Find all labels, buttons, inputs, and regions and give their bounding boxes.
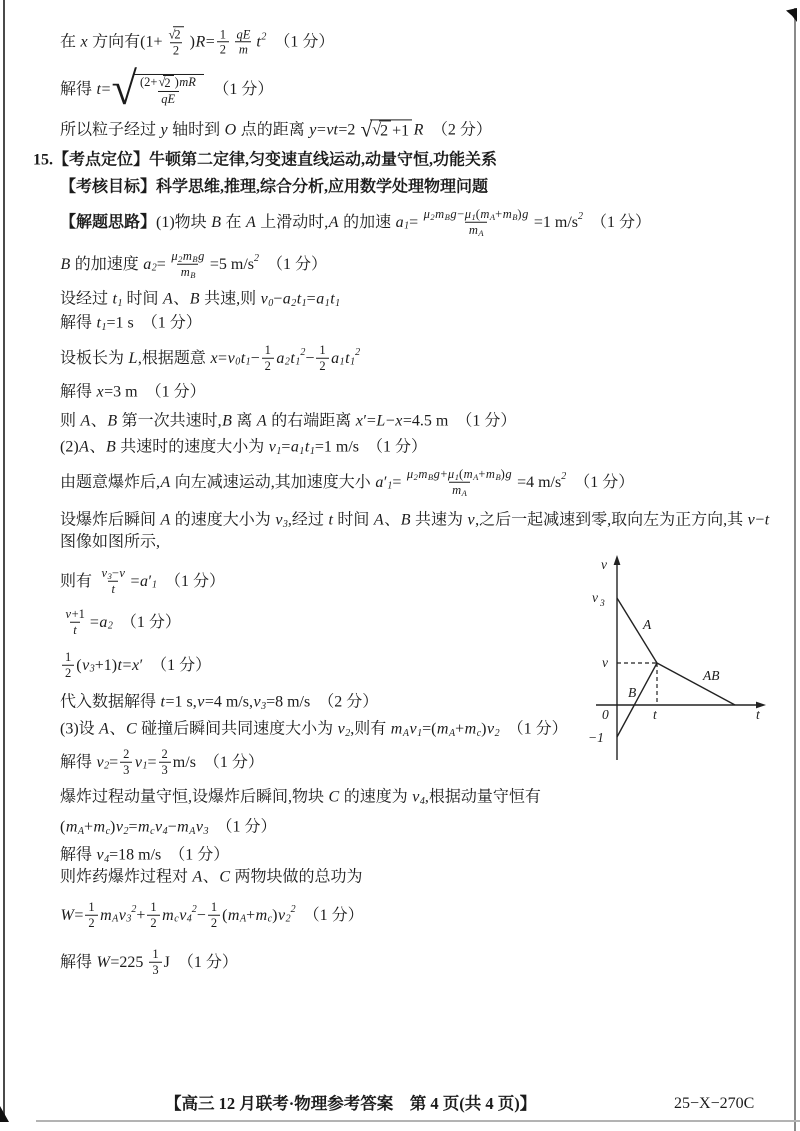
content-line-24: ( m A + m c ) v 2 = m c v 4 − m A v 3 （1 分） (60, 818, 277, 837)
content-line-17: 则有 v 3 − v t = a ′ 1 （1 分） (60, 565, 225, 596)
content-line-16: 图像如图所示, (60, 533, 161, 551)
content-line-8: 设经过 t 1 时间 A 、 B 共速,则 v 0 − a 2 t 1 = a 1 t 1 (60, 290, 341, 309)
content-line-27: W = $\frac{1}{2}$ m A v 3 2 + $\frac{1}{2}$ m c v 4 2 − $\frac{1}{2}$ ( m A + m c ) v 2 2 （1 分） (60, 899, 364, 930)
content-line-28: 解得 W =225 $\frac{1}{3}$ J （1 分） (60, 946, 238, 977)
v3-label: v (592, 590, 598, 605)
content-line-25: 解得 v 4 =18 m/s （1 分） (60, 846, 230, 865)
content-line-15: 设爆炸后瞬间 A 的速度大小为 v 3 ,经过 t 时间 A 、 B 共速为 v ,之后一起减速到零,取向左为正方向,其 v − t (60, 511, 770, 530)
content-line-5: 【考核目标】科学思维,推理,综合分析,应用数学处理物理问题 (60, 178, 489, 196)
v3-subscript: 3 (600, 599, 605, 609)
content-line-10: 设板长为 L ,根据题意 x = v 0 t 1 − $\frac{1}{2}$ a 2 t 1 2 − $\frac{1}{2}$ a 1 t 1 2 (60, 342, 361, 373)
origin-label: 0 (602, 707, 609, 722)
y-axis-label: v (601, 557, 607, 572)
content-line-2: 解得 t = √ (2+ √ 2 ) mR qE （1 分） (60, 63, 274, 115)
vt-graph-figure (568, 551, 800, 766)
content-line-23: 爆炸过程动量守恒,设爆炸后瞬间,物块 C 的速度为 v 4 ,根据动量守恒有 (60, 788, 541, 807)
content-line-19: $\frac{1}{2}$ ( v 3 +1) t = x ′ （1 分） (60, 650, 211, 681)
line-b (617, 663, 657, 737)
page-edge-bottom (36, 1120, 800, 1122)
content-line-20: 代入数据解得 t =1 s, v =4 m/s, v 3 =8 m/s （2 分） (60, 693, 379, 712)
line-b-label: B (628, 685, 637, 700)
content-line-3: 所以粒子经过 y 轴时到 O 点的距离 y = vt =2 √ √ 2 +1 R （2 分） (60, 117, 492, 142)
t-mark-label: t (653, 707, 657, 722)
footer-paper-code: 25−X−270C (674, 1095, 755, 1112)
x-axis-label: t (756, 707, 760, 722)
scan-mark-bottom-left (0, 1106, 9, 1122)
content-line-14: 由题意爆炸后, A 向左减速运动,其加速度大小 a ′ 1 = μ 2 m B g + μ 1 ( m A + m B ) g m A =4 m/s 2 （1 分） (60, 466, 635, 498)
content-line-21: (3)设 A 、 C 碰撞后瞬间共同速度大小为 v 2 ,则有 m A v 1 =( m A + m c ) v 2 （1 分） (60, 720, 568, 739)
content-line-26: 则炸药爆炸过程对 A 、 C 两物块做的总功为 (60, 868, 363, 886)
content-line-11: 解得 x =3 m （1 分） (60, 383, 206, 401)
page-edge-left (3, 0, 5, 1119)
content-line-9: 解得 t 1 =1 s （1 分） (60, 314, 202, 333)
line-a-label: A (643, 617, 652, 632)
content-line-12: 则 A 、 B 第一次共速时, B 离 A 的右端距离 x ′ = L − x =4.5 m （1 分） (60, 412, 517, 430)
content-line-18: v +1 t = a 2 （1 分） (65, 606, 181, 637)
line-ab (657, 663, 735, 705)
v-mark-label: v (602, 655, 608, 670)
content-line-7: B 的加速度 a 2 = μ 2 m B g m B =5 m/s 2 （1 分） (60, 248, 327, 280)
content-line-6: 【解题思路】 (1)物块 B 在 A 上滑动时, A 的加速 a 1 = μ 2 m B g − μ 1 ( m A + m B ) g m A =1 m/s 2 （1 分） (60, 206, 651, 238)
content-line-1: 在 x 方向有(1+ √ 2 2 ) R = $\frac{1}{2}$ $\frac{qE}{m}$ t 2 （1 分） (60, 26, 335, 57)
neg-one-label: −1 (588, 730, 604, 745)
page-edge-right (794, 8, 796, 1131)
line-ab-label: AB (703, 668, 720, 683)
content-line-4: 15.【考点定位】牛顿第二定律,匀变速直线运动,动量守恒,功能关系 (33, 151, 498, 169)
content-line-22: 解得 v 2 = $\frac{2}{3}$ v 1 = $\frac{2}{3}$ m/s （1 分） (60, 746, 264, 777)
y-axis-arrow (614, 555, 621, 565)
footer-title: 【高三 12 月联考·物理参考答案 第 4 页(共 4 页)】 (165, 1094, 537, 1113)
content-line-13: (2) A 、 B 共速时的速度大小为 v 1 = a 1 t 1 =1 m/s （1 分） (60, 438, 427, 457)
